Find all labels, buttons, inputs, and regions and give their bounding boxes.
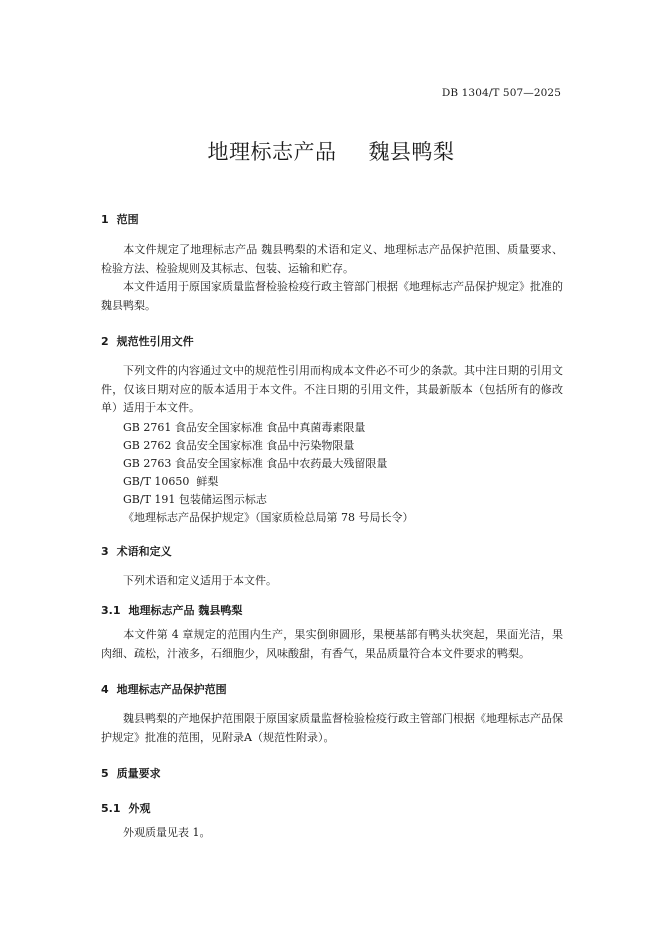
section-4-paragraph-1 [101, 710, 563, 747]
paragraph-text: 本文件适用于原国家质量监督检验检疫行政主管部门根据《地理标志产品保护规定》批准的魏县鸭梨。 [101, 280, 563, 312]
section-title: 规范性引用文件 [116, 335, 194, 348]
section-4-heading [101, 681, 227, 697]
reference-item: GB 2763 食品安全国家标准 食品中农药最大残留限量 [123, 457, 388, 470]
section-1-paragraph-2 [101, 278, 563, 315]
section-title: 地理标志产品 魏县鸭梨 [128, 604, 243, 617]
section-3-paragraph-1 [101, 572, 563, 591]
reference-item: GB/T 191 包装储运图示标志 [123, 493, 267, 506]
section-3-1-heading [101, 602, 242, 618]
section-title: 范围 [116, 213, 139, 226]
section-title: 外观 [128, 802, 151, 815]
section-number: 1 [101, 213, 109, 226]
section-number: 3 [101, 545, 109, 558]
section-title: 地理标志产品保护范围 [116, 683, 227, 696]
section-title: 术语和定义 [116, 545, 172, 558]
section-number: 5 [101, 767, 109, 780]
reference-item: 《地理标志产品保护规定》（国家质检总局第 78 号局长令） [123, 511, 414, 524]
section-number: 2 [101, 335, 109, 348]
title-part-2: 魏县鸭梨 [368, 140, 455, 164]
paragraph-text: 下列术语和定义适用于本文件。 [123, 574, 277, 587]
reference-item: GB/T 10650 鲜梨 [123, 475, 219, 488]
section-3-heading [101, 543, 172, 559]
section-2-paragraph-1 [101, 362, 563, 418]
section-5-1-heading [101, 800, 151, 816]
paragraph-text: 本文件规定了地理标志产品 魏县鸭梨的术语和定义、地理标志产品保护范围、质量要求、检验方法、检验规则及其标志、包装、运输和贮存。 [101, 243, 563, 275]
section-title: 质量要求 [116, 767, 161, 780]
reference-item: GB 2761 食品安全国家标准 食品中真菌毒素限量 [123, 421, 366, 434]
document-number: DB 1304/T 507—2025 [441, 87, 561, 99]
section-5-1-paragraph-1 [101, 824, 563, 843]
section-1-heading [101, 211, 139, 227]
title-part-1: 地理标志产品 [207, 140, 337, 164]
section-number: 4 [101, 683, 109, 696]
section-number: 3.1 [101, 604, 121, 617]
section-5-heading [101, 765, 161, 781]
paragraph-text: 本文件第 4 章规定的范围内生产，果实倒卵圆形，果梗基部有鸭头状突起，果面光洁，果肉细、疏松，汁液多，石细胞少，风味酸甜，有香气，果品质量符合本文件要求的鸭梨。 [101, 628, 563, 660]
paragraph-text: 下列文件的内容通过文中的规范性引用而构成本文件必不可少的条款。其中注日期的引用文件，仅该日期对应的版本适用于本文件。不注日期的引用文件，其最新版本（包括所有的修改单）适用于本文件。 [101, 364, 563, 414]
section-3-1-paragraph-1 [101, 626, 563, 663]
paragraph-text: 魏县鸭梨的产地保护范围限于原国家质量监督检验检疫行政主管部门根据《地理标志产品保护规定》批准的范围，见附录A（规范性附录）。 [101, 712, 563, 744]
document-title [0, 136, 662, 166]
reference-item: GB 2762 食品安全国家标准 食品中污染物限量 [123, 439, 355, 452]
section-2-heading [101, 333, 194, 349]
paragraph-text: 外观质量见表 1。 [123, 826, 211, 839]
section-1-paragraph-1 [101, 241, 563, 278]
section-number: 5.1 [101, 802, 121, 815]
